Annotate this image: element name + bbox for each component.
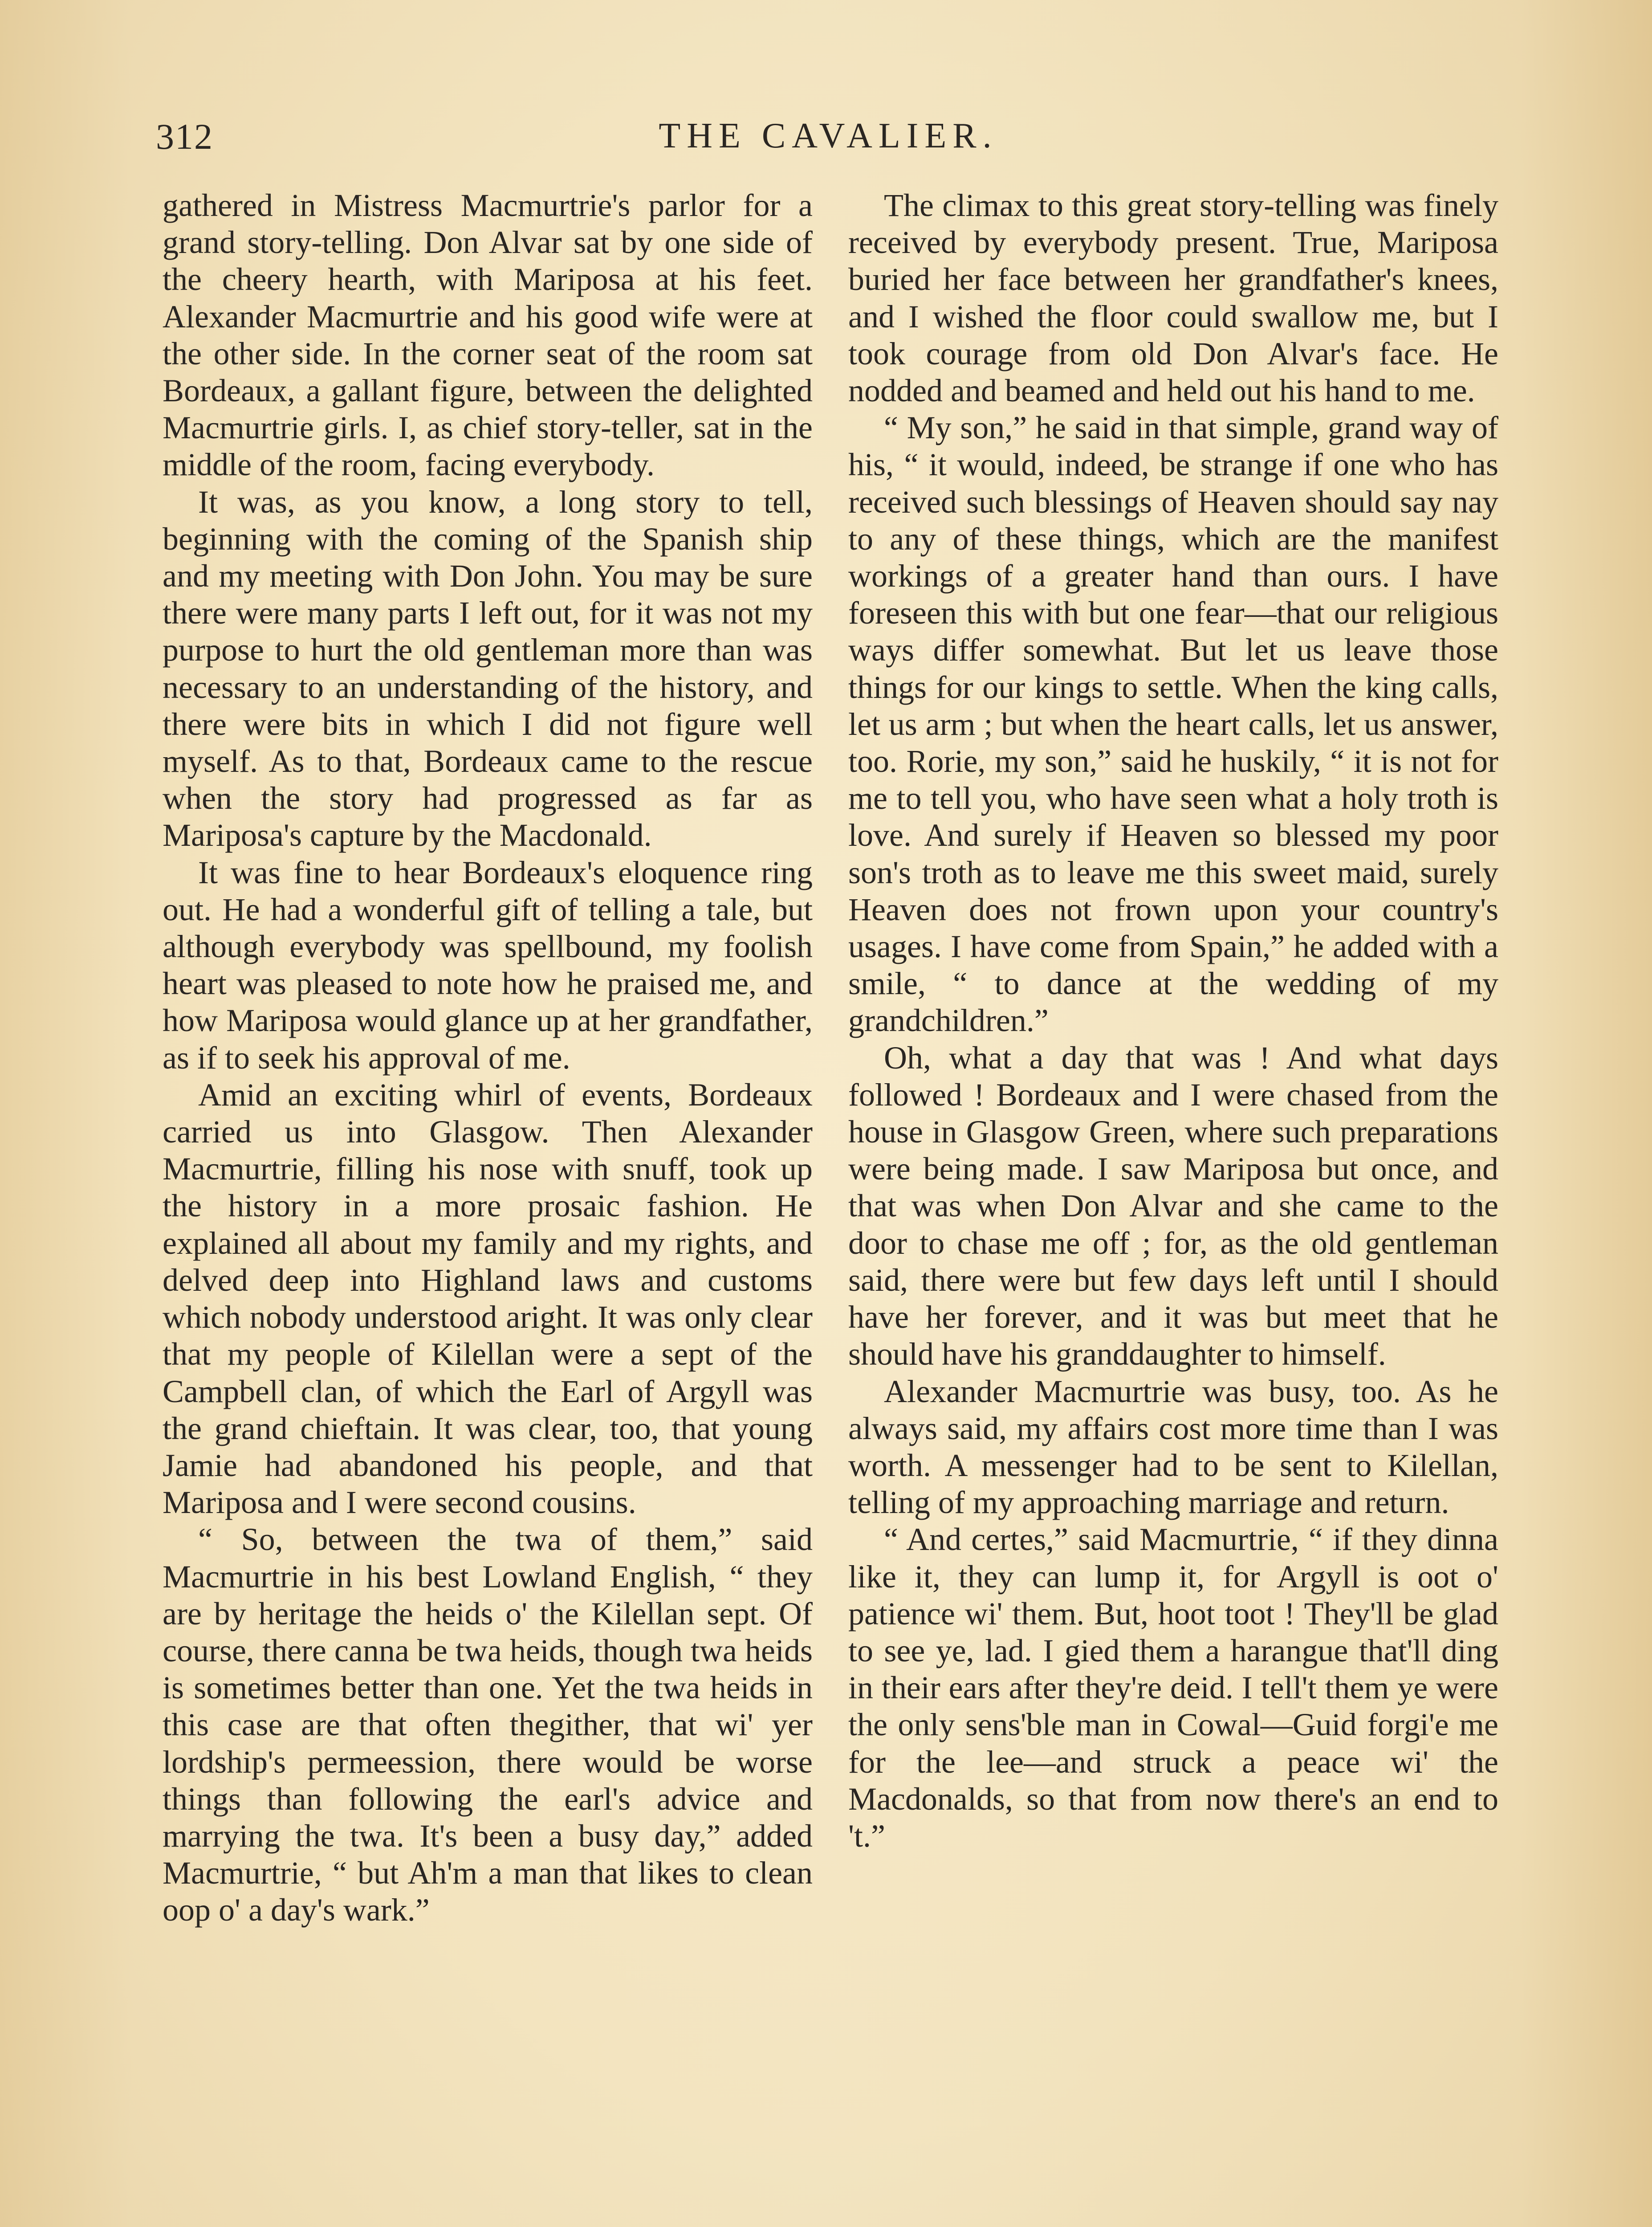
paragraph: The climax to this great story-telling was finely received by everybody present. True, Mariposa buried her face between her grandfather's knees, and I wished the floor could swallow me, but I took courage from old Don Alvar's face. He nodded and beamed and held out his hand to me. (848, 188, 1498, 409)
paragraph: “ And certes,” said Macmurtrie, “ if they dinna like it, they can lump it, for Argyll is oot o' patience wi' them. But, hoot toot ! They'll be glad to see ye, lad. I gied them a harangue that'll ding in their ears after they're deid. I tell't them ye were the only sens'ble man in Cowal—Guid forgi'e me for the lee—and struck a peace wi' the Macdonalds, so that from now there's an end to 't.” (848, 1521, 1498, 1854)
right-column (848, 187, 1498, 2227)
left-column (163, 187, 813, 2227)
paragraph: “ My son,” he said in that simple, grand way of his, “ it would, indeed, be strange if one who has received such blessings of Heaven should say nay to any of these things, which are the manifest workings of a greater hand than ours. I have foreseen this with but one fear—that our religious ways differ somewhat. But let us leave those things for our kings to settle. When the king calls, let us arm ; but when the heart calls, let us answer, too. Rorie, my son,” said he huskily, “ it is not for me to tell you, who have seen what a holy troth is love. And surely if Heaven so blessed my poor son's troth as to leave me this sweet maid, surely Heaven does not frown upon your country's usages. I have come from Spain,” he added with a smile, “ to dance at the wedding of my grandchildren.” (848, 410, 1498, 1039)
page-header (151, 116, 1505, 165)
paragraph: “ So, between the twa of them,” said Macmurtrie in his best Lowland English, “ they are by heritage the heids o' the Kilellan sept. Of course, there canna be twa heids, though twa heids is sometimes better than one. Yet the twa heids in this case are that often thegither, that wi' yer lordship's permeession, there would be worse things than following the earl's advice and marrying the twa. It's been a busy day,” added Macmurtrie, “ but Ah'm a man that likes to clean oop o' a day's wark.” (163, 1521, 813, 1928)
paragraph: Oh, what a day that was ! And what days followed ! Bordeaux and I were chased from the house in Glasgow Green, where such preparations were being made. I saw Mariposa but once, and that was when Don Alvar and she came to the door to chase me off ; for, as the old gentleman said, there were but few days left until I should have her forever, and it was but meet that he should have his granddaughter to himself. (848, 1040, 1498, 1372)
paragraph: It was fine to hear Bordeaux's eloquence ring out. He had a wonderful gift of telling a tale, but although everybody was spellbound, my foolish heart was pleased to note how he praised me, and how Mariposa would glance up at her grandfather, as if to seek his approval of me. (163, 854, 813, 1076)
paragraph: gathered in Mistress Macmurtrie's parlor for a grand story-telling. Don Alvar sat by one side of the cheery hearth, with Mariposa at his feet. Alexander Macmurtrie and his good wife were at the other side. In the corner seat of the room sat Bordeaux, a gallant figure, between the delighted Macmurtrie girls. I, as chief story-teller, sat in the middle of the room, facing everybody. (163, 188, 813, 483)
running-title: THE CAVALIER. (659, 116, 998, 155)
paragraph: It was, as you know, a long story to tell, beginning with the coming of the Spanish ship and my meeting with Don John. You may be sure there were many parts I left out, for it was not my purpose to hurt the old gentleman more than was necessary to an understanding of the history, and there were bits in which I did not figure well myself. As to that, Bordeaux came to the rescue when the story had progressed as far as Mariposa's capture by the Macdonald. (163, 484, 813, 853)
paragraph: Alexander Macmurtrie was busy, too. As he always said, my affairs cost more time than I was worth. A messenger had to be sent to Kilellan, telling of my approaching marriage and return. (848, 1373, 1498, 1521)
page-number: 312 (156, 116, 213, 157)
paragraph: Amid an exciting whirl of events, Bordeaux carried us into Glasgow. Then Alexander Macmurtrie, filling his nose with snuff, took up the history in a more prosaic fashion. He explained all about my family and my rights, and delved deep into Highland laws and customs which nobody understood aright. It was only clear that my people of Kilellan were a sept of the Campbell clan, of which the Earl of Argyll was the grand chieftain. It was clear, too, that young Jamie had abandoned his people, and that Mariposa and I were second cousins. (163, 1077, 813, 1521)
